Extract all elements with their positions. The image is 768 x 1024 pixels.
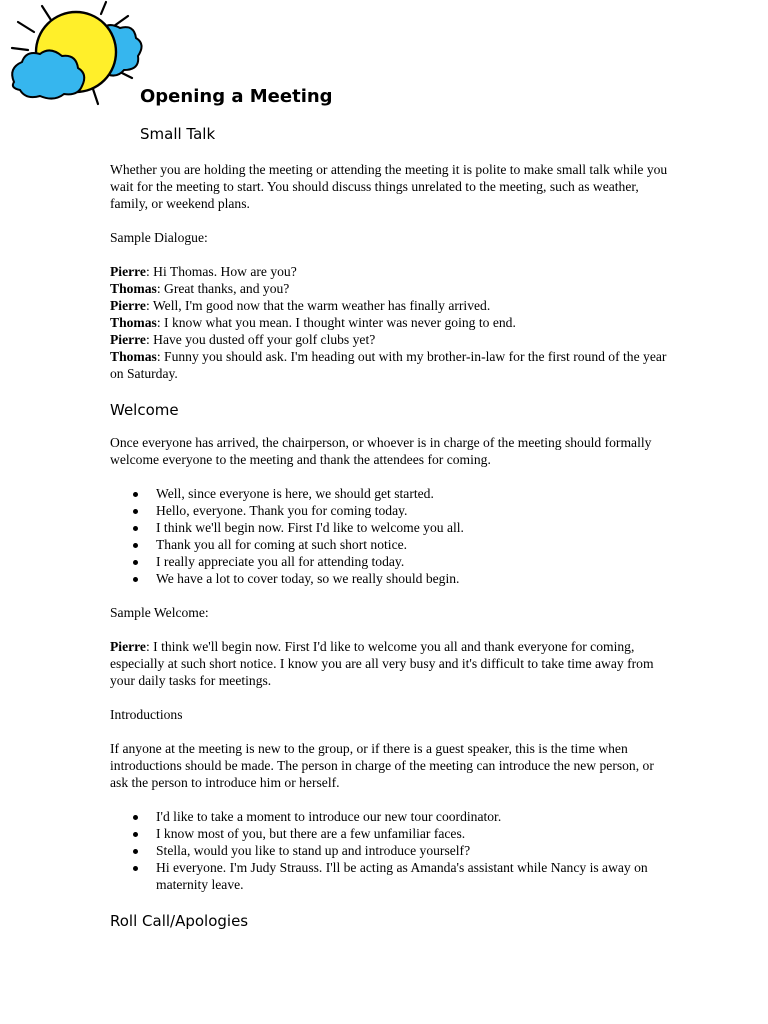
welcome-phrases-list (110, 485, 670, 587)
sample-welcome-text (110, 638, 670, 689)
dialogue-text: : Hi Thomas. How are you? (145, 264, 297, 279)
dialogue-text: : Great thanks, and you? (156, 281, 290, 296)
speaker-name: Pierre (110, 264, 146, 279)
speaker-name: Pierre (110, 298, 146, 313)
introductions-intro: If anyone at the meeting is new to the group, or if there is a guest speaker, this is the time when introductions should be made. The person in charge of the meeting can introduce the new person, or ask the person to introduce him or herself. (110, 741, 654, 790)
list-item: I really appreciate you all for attending today. (110, 553, 670, 570)
speaker-name: Pierre (110, 639, 146, 654)
sample-dialogue-label: Sample Dialogue: (110, 230, 208, 245)
list-item: Hello, everyone. Thank you for coming today. (110, 502, 670, 519)
dialogue-text: : I know what you mean. I thought winter was never going to end. (156, 315, 516, 330)
dialogue-text: : Well, I'm good now that the warm weather has finally arrived. (145, 298, 491, 313)
dialogue-text: : I think we'll begin now. First I'd like to welcome you all and thank everyone for coming, especially at such short notice. I know you are all very busy and it's difficult to take time away from your daily tasks for meetings. (110, 639, 654, 688)
sample-welcome-label: Sample Welcome: (110, 605, 209, 620)
list-item: I think we'll begin now. First I'd like to welcome you all. (110, 519, 670, 536)
dialogue-line (110, 314, 670, 331)
section-heading-welcome: Welcome (110, 401, 179, 419)
small-talk-intro: Whether you are holding the meeting or attending the meeting it is polite to make small talk while you wait for the meeting to start. You should discuss things unrelated to the meeting, such as weather, family, or weekend plans. (110, 162, 668, 211)
section-heading-roll-call: Roll Call/Apologies (110, 912, 249, 930)
list-item: Thank you all for coming at such short notice. (110, 536, 670, 553)
sun-cloud-icon (6, 0, 146, 112)
section-heading-small-talk: Small Talk (140, 125, 216, 143)
sample-dialogue (110, 263, 670, 382)
speaker-name: Pierre (110, 332, 146, 347)
dialogue-line (110, 263, 670, 280)
dialogue-line (110, 331, 670, 348)
list-item: I'd like to take a moment to introduce our new tour coordinator. (110, 808, 670, 825)
document-body (110, 124, 670, 931)
list-item: Stella, would you like to stand up and introduce yourself? (110, 842, 670, 859)
page-title: Opening a Meeting (140, 86, 333, 107)
list-item: We have a lot to cover today, so we really should begin. (110, 570, 670, 587)
dialogue-text: : Have you dusted off your golf clubs yet? (145, 332, 376, 347)
speaker-name: Thomas (110, 315, 157, 330)
speaker-name: Thomas (110, 349, 157, 364)
dialogue-line (110, 280, 670, 297)
dialogue-text: : Funny you should ask. I'm heading out with my brother-in-law for the first round of the year on Saturday. (110, 349, 667, 381)
list-item: Well, since everyone is here, we should get started. (110, 485, 670, 502)
list-item: Hi everyone. I'm Judy Strauss. I'll be acting as Amanda's assistant while Nancy is away on maternity leave. (110, 859, 670, 893)
list-item: I know most of you, but there are a few unfamiliar faces. (110, 825, 670, 842)
welcome-intro: Once everyone has arrived, the chairperson, or whoever is in charge of the meeting should formally welcome everyone to the meeting and thank the attendees for coming. (110, 435, 652, 467)
introductions-phrases-list (110, 808, 670, 893)
dialogue-line (110, 348, 670, 382)
speaker-name: Thomas (110, 281, 157, 296)
dialogue-line (110, 297, 670, 314)
introductions-label: Introductions (110, 707, 183, 722)
